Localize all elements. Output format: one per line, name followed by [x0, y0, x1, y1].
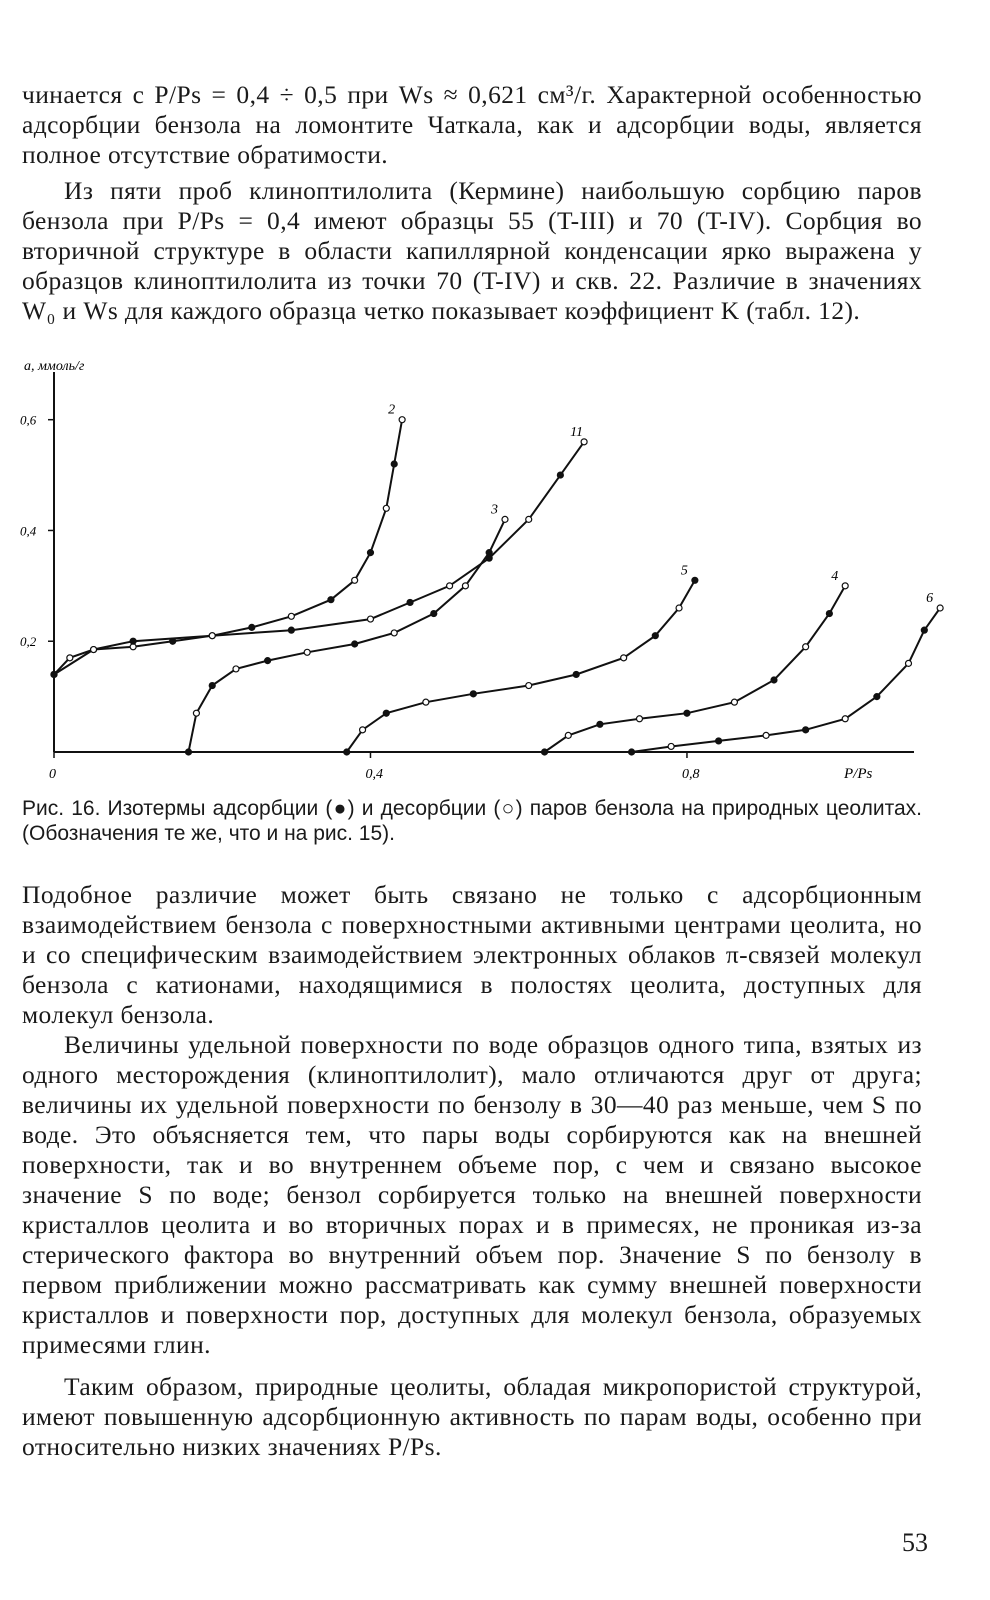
curve-label-4: 4	[831, 568, 839, 584]
desorption-point	[526, 683, 532, 689]
desorption-point	[905, 660, 911, 666]
adsorption-point	[771, 677, 777, 683]
figure-caption	[22, 796, 922, 846]
adsorption-point	[288, 627, 294, 633]
adsorption-point	[597, 721, 603, 727]
paragraph-2: Из пяти проб клиноптилолита (Кермине) наибольшую сорбцию паров бензола при P/Ps = 0,4 имеют образцы 55 (T-III) и 70 (T-IV). Сорбция во вторичной структуре в области капиллярной конденсации ярко выражена у образцов клиноптилолита из точки 70 (T-IV) и скв. 22. Различие в значениях W₀ и Ws для каждого образца четко показывает коэффициент K (табл. 12).	[22, 176, 922, 325]
adsorption-point	[51, 671, 57, 677]
adsorption-point	[652, 633, 658, 639]
desorption-point	[391, 630, 397, 636]
paragraph-5: Таким образом, природные цеолиты, обладая микропористой структурой, имеют повышенную адсорбционную активность по парам воды, особенно при относительно низких значениях P/Ps.	[22, 1372, 922, 1461]
x-tick-label: 0,4	[365, 767, 383, 782]
curve-label-5: 5	[680, 563, 688, 579]
desorption-point	[383, 505, 389, 511]
adsorption-point	[470, 691, 476, 697]
x-axis-label: P/Ps	[844, 766, 873, 782]
curve-label-6: 6	[926, 591, 934, 606]
adsorption-point	[391, 461, 397, 467]
desorption-point	[367, 616, 373, 622]
adsorption-point	[542, 749, 548, 755]
adsorption-point	[803, 727, 809, 733]
isotherm-curve-5	[347, 580, 695, 752]
paragraph-1: чинается с P/Ps = 0,4 ÷ 0,5 при Ws ≈ 0,621 см³/г. Характерной особенностью адсорбции бензола на ломонтите Чаткала, как и адсорбции воды, является полное отсутствие обратимости.	[22, 80, 922, 169]
desorption-point	[526, 516, 532, 522]
isotherm-curve-6	[632, 608, 941, 752]
desorption-point	[352, 577, 358, 583]
desorption-point	[842, 716, 848, 722]
desorption-point	[937, 605, 943, 611]
desorption-point	[621, 655, 627, 661]
adsorption-isotherms-figure	[10, 360, 950, 790]
x-tick-label: 0,8	[681, 767, 700, 782]
desorption-point	[360, 727, 366, 733]
desorption-point	[399, 417, 405, 423]
desorption-point	[565, 732, 571, 738]
adsorption-point	[826, 611, 832, 617]
desorption-point	[193, 710, 199, 716]
desorption-point	[67, 655, 73, 661]
y-tick-label: 0,2	[20, 634, 37, 650]
desorption-point	[676, 605, 682, 611]
desorption-point	[209, 633, 215, 639]
adsorption-point	[921, 627, 927, 633]
adsorption-point	[352, 641, 358, 647]
desorption-point	[233, 666, 239, 672]
adsorption-point	[407, 599, 413, 605]
desorption-point	[668, 743, 674, 749]
desorption-point	[842, 583, 848, 589]
paragraph-3: Подобное различие может быть связано не только с адсорбционным взаимодействием бензола с поверхностными активными центрами цеолита, но и со специфическим взаимодействием электронных облаков π-связей молекул бензола с катионами, находящимися в полостях цеолита, доступных для молекул бензола.	[22, 880, 922, 1029]
y-tick-label: 0,6	[20, 412, 37, 428]
adsorption-point	[684, 710, 690, 716]
curve-label-11: 11	[570, 424, 584, 440]
adsorption-point	[367, 550, 373, 556]
desorption-point	[91, 647, 97, 653]
adsorption-point	[265, 658, 271, 664]
x-tick-label: 0	[49, 767, 56, 782]
curve-label-2: 2	[388, 402, 396, 418]
desorption-point	[423, 699, 429, 705]
adsorption-point	[186, 749, 192, 755]
isotherm-curve-3	[189, 519, 506, 752]
adsorption-point	[716, 738, 722, 744]
desorption-point	[763, 732, 769, 738]
chart-curves	[51, 417, 943, 755]
adsorption-point	[328, 597, 334, 603]
adsorption-point	[344, 749, 350, 755]
adsorption-point	[874, 694, 880, 700]
desorption-point	[288, 613, 294, 619]
y-tick-label: 0,4	[20, 523, 37, 539]
desorption-point	[462, 583, 468, 589]
adsorption-point	[573, 671, 579, 677]
adsorption-point	[249, 624, 255, 630]
isotherm-curve-2	[54, 420, 402, 675]
desorption-point	[304, 649, 310, 655]
adsorption-point	[130, 638, 136, 644]
desorption-point	[447, 583, 453, 589]
desorption-point	[502, 516, 508, 522]
caption-line-1: Рис. 16. Изотермы адсорбции (●) и десорбции (○) паров бензола на природных цеолитах. (Обозначения те же, что и на рис. 15).	[22, 797, 922, 845]
adsorption-point	[692, 577, 698, 583]
adsorption-point	[557, 472, 563, 478]
y-axis-label: a, ммоль/г	[24, 360, 85, 374]
desorption-point	[803, 644, 809, 650]
page-number: 53	[902, 1528, 928, 1557]
adsorption-point	[431, 611, 437, 617]
adsorption-point	[486, 550, 492, 556]
desorption-point	[731, 699, 737, 705]
adsorption-point	[629, 749, 635, 755]
adsorption-point	[209, 683, 215, 689]
paragraph-4: Величины удельной поверхности по воде образцов одного типа, взятых из одного месторождения (клиноптилолит), мало отличаются друг от друга; величины их удельной поверхности по бензолу в 30—40 раз меньше, чем S по воде. Это объясняется тем, что пары воды сорбируются как на внешней поверхности, так и во внутреннем объеме пор, с чем и связано высокое значение S по воде; бензол сорбируется только на внешней поверхности кристаллов цеолита и во вторичных порах и в примесях, не проникая из-за стерического фактора во внутренний объем пор. Значение S по бензолу в первом приближении можно рассматривать как сумму внешней поверхности кристаллов и поверхности пор, доступных для молекул бензола, образуемых примесями глин.	[22, 1030, 922, 1359]
desorption-point	[636, 716, 642, 722]
adsorption-point	[383, 710, 389, 716]
curve-label-3: 3	[490, 502, 498, 518]
